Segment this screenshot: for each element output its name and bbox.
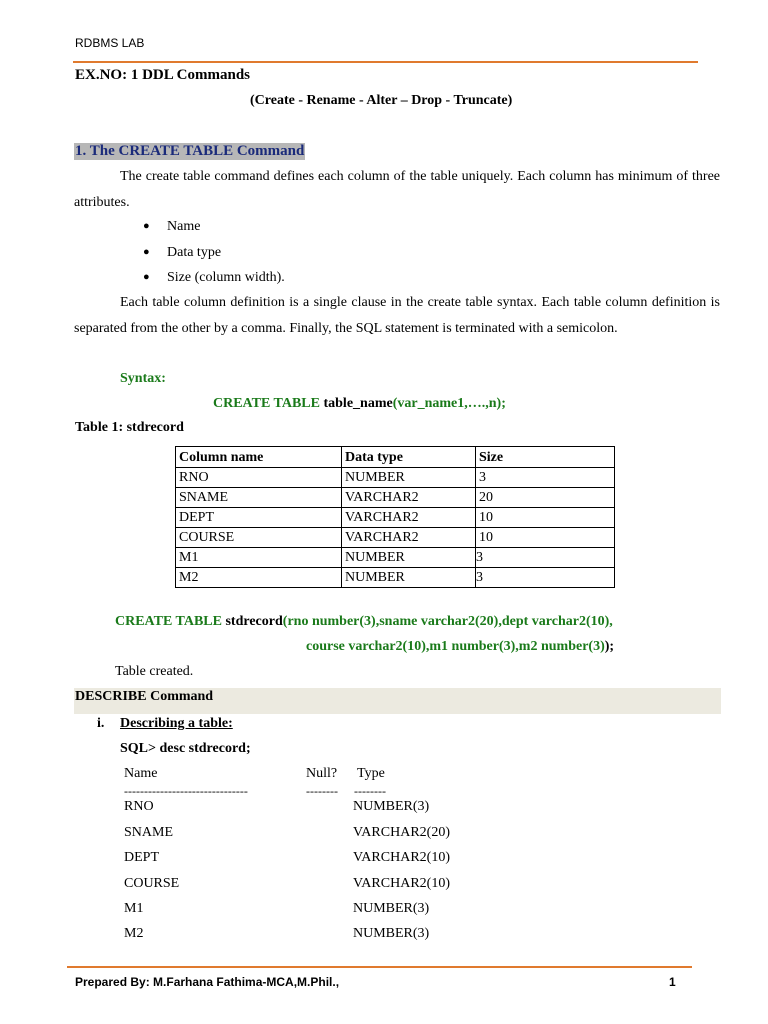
table-cell: NUMBER: [342, 468, 476, 488]
describe-field-type: VARCHAR2(10): [353, 876, 450, 891]
paragraph-create-intro: The create table command defines each column of the table uniquely. Each column has minimum of three attributes.: [74, 169, 720, 210]
stdrecord-structure-table: [175, 446, 615, 588]
column-header: Data type: [342, 447, 476, 468]
describe-separator-name: -------------------------------: [124, 784, 248, 798]
exercise-subtitle: (Create - Rename - Alter – Drop - Truncate): [250, 93, 513, 108]
table-cell: 10: [476, 508, 615, 528]
describe-field-type: NUMBER(3): [353, 926, 430, 941]
table-row: [176, 548, 615, 568]
table-row: [176, 508, 615, 528]
describe-field-name: SNAME: [124, 825, 174, 840]
paragraph-column-definition: Each table column definition is a single clause in the create table syntax. Each table column definition is separated from the other by a comma. Finally, the SQL statement is terminated with a semicolon.: [74, 295, 720, 336]
item-title: Describing a table:: [120, 716, 233, 731]
column-header: Column name: [176, 447, 342, 468]
describe-field-type: VARCHAR2(10): [353, 850, 450, 865]
describe-heading: DESCRIBE Command: [75, 689, 214, 704]
describe-col-type: Type: [357, 766, 385, 781]
syntax-label: Syntax:: [120, 371, 166, 386]
table-cell: 3: [476, 568, 615, 588]
result-message: Table created.: [115, 664, 194, 679]
table-cell: NUMBER: [342, 548, 476, 568]
table-cell: VARCHAR2: [342, 508, 476, 528]
table-row: [176, 568, 615, 588]
describe-col-null: Null?: [306, 766, 338, 781]
table-cell: RNO: [176, 468, 342, 488]
bullet-icon: ●: [143, 246, 150, 258]
describe-field-type: VARCHAR2(20): [353, 825, 450, 840]
table-row: [176, 468, 615, 488]
bullet-icon: ●: [143, 220, 150, 232]
describe-col-name: Name: [124, 766, 158, 781]
table-cell: 3: [476, 468, 615, 488]
header-rule: [73, 61, 698, 63]
running-header: RDBMS LAB: [75, 36, 145, 50]
table-cell: 10: [476, 528, 615, 548]
sql-command: SQL> desc stdrecord;: [120, 741, 251, 756]
table-row: [176, 488, 615, 508]
table-cell: VARCHAR2: [342, 528, 476, 548]
describe-field-name: M2: [124, 926, 144, 941]
describe-field-type: NUMBER(3): [353, 901, 430, 916]
syntax-statement: CREATE TABLE table_name(var_name1,….,n);: [213, 396, 506, 411]
describe-field-name: M1: [124, 901, 144, 916]
table-caption: Table 1: stdrecord: [75, 420, 184, 435]
describe-field-name: RNO: [124, 799, 154, 814]
table-cell: M1: [176, 548, 342, 568]
create-statement-line1: CREATE TABLE stdrecord(rno number(3),sname varchar2(20),dept varchar2(10),: [115, 614, 613, 629]
footer-author: Prepared By: M.Farhana Fathima-MCA,M.Phil.,: [75, 975, 340, 989]
footer-rule: [67, 966, 692, 968]
table-row: [176, 528, 615, 548]
item-number: i.: [97, 716, 105, 731]
table-cell: COURSE: [176, 528, 342, 548]
describe-field-type: NUMBER(3): [353, 799, 430, 814]
page-number: 1: [669, 975, 676, 989]
table-cell: 3: [476, 548, 615, 568]
table-cell: NUMBER: [342, 568, 476, 588]
describe-separator-type: --------: [354, 784, 386, 798]
table-cell: DEPT: [176, 508, 342, 528]
table-cell: M2: [176, 568, 342, 588]
table-cell: 20: [476, 488, 615, 508]
table-header-row: [176, 447, 615, 468]
describe-field-name: DEPT: [124, 850, 159, 865]
column-header: Size: [476, 447, 615, 468]
create-statement-line2: course varchar2(10),m1 number(3),m2 number(3));: [306, 639, 615, 654]
describe-field-name: COURSE: [124, 876, 180, 891]
exercise-title: EX.NO: 1 DDL Commands: [75, 67, 251, 83]
table-cell: VARCHAR2: [342, 488, 476, 508]
describe-separator-null: --------: [306, 784, 338, 798]
bullet-icon: ●: [143, 271, 150, 283]
section-heading-create-table: 1. The CREATE TABLE Command: [75, 143, 305, 159]
table-cell: SNAME: [176, 488, 342, 508]
